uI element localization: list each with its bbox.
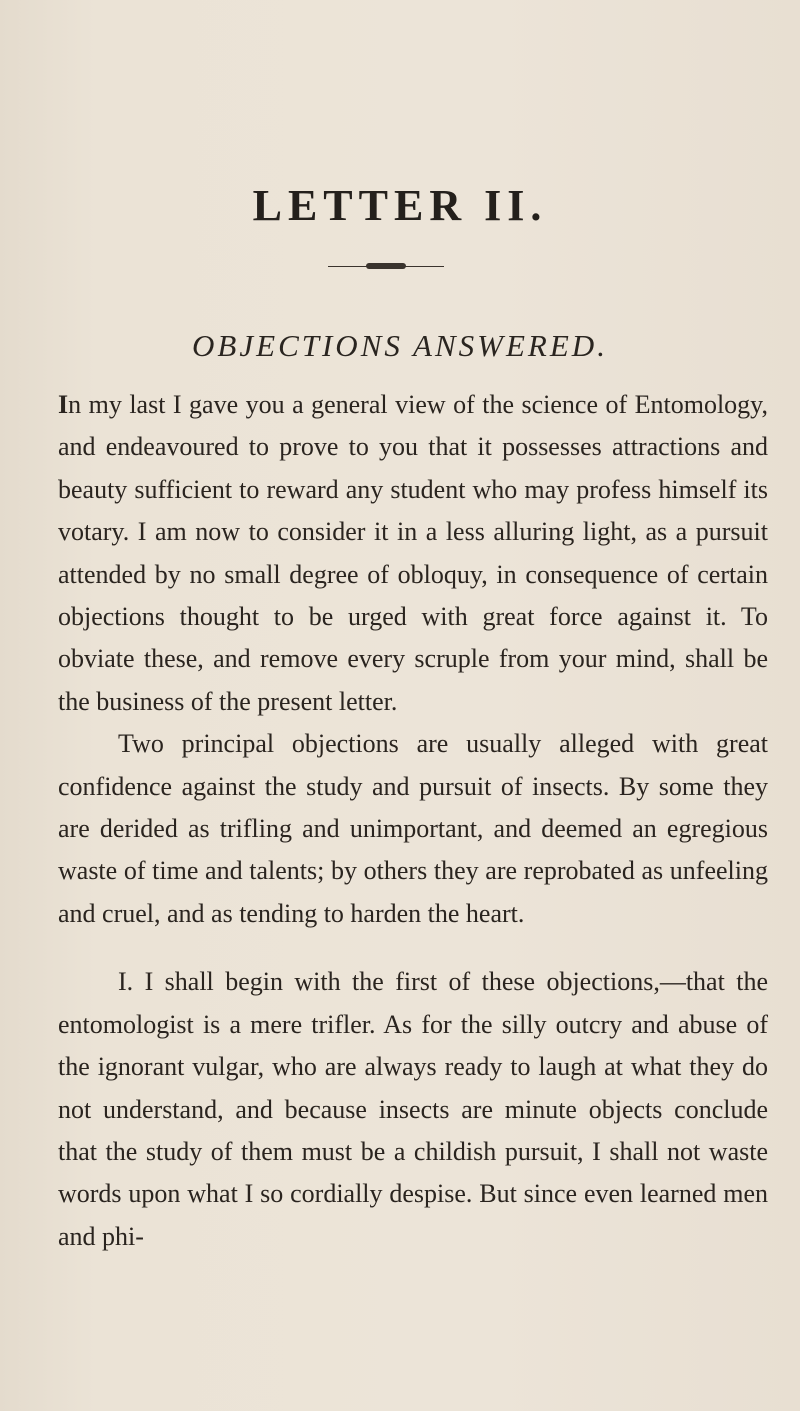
body-text (58, 384, 768, 1258)
letter-subtitle: OBJECTIONS ANSWERED. (192, 328, 608, 363)
paragraph: I. I shall begin with the first of these objections,—that the entomologist is a mere trifler. As for the silly outcry and abuse of the ignorant vulgar, who are always ready to laugh at what they do not understand, and because insects are minute objects conclude that the study of them must be a childish pursuit, I shall not waste words upon what I so cordially despise. But since even learned men and phi- (58, 967, 768, 1251)
paragraph: In my last I gave you a general view of the science of Entomology, and endeavoured to prove to you that it possesses attractions and beauty sufficient to reward any student who may profess himself its votary. I am now to consider it in a less alluring light, as a pursuit attended by no small degree of obloquy, in consequence of certain objections thought to be urged with great force against it. To obviate these, and remove every scruple from your mind, shall be the business of the present letter. (58, 390, 768, 716)
ornamental-rule-center (366, 263, 406, 269)
paragraph: Two principal objections are usually alleged with great confidence against the study and pursuit of insects. By some they are derided as trifling and unimportant, and deemed an egregious waste of time and talents; by others they are reprobated as unfeeling and cruel, and as tending to harden the heart. (58, 729, 768, 928)
letter-heading: LETTER II. (252, 181, 548, 230)
